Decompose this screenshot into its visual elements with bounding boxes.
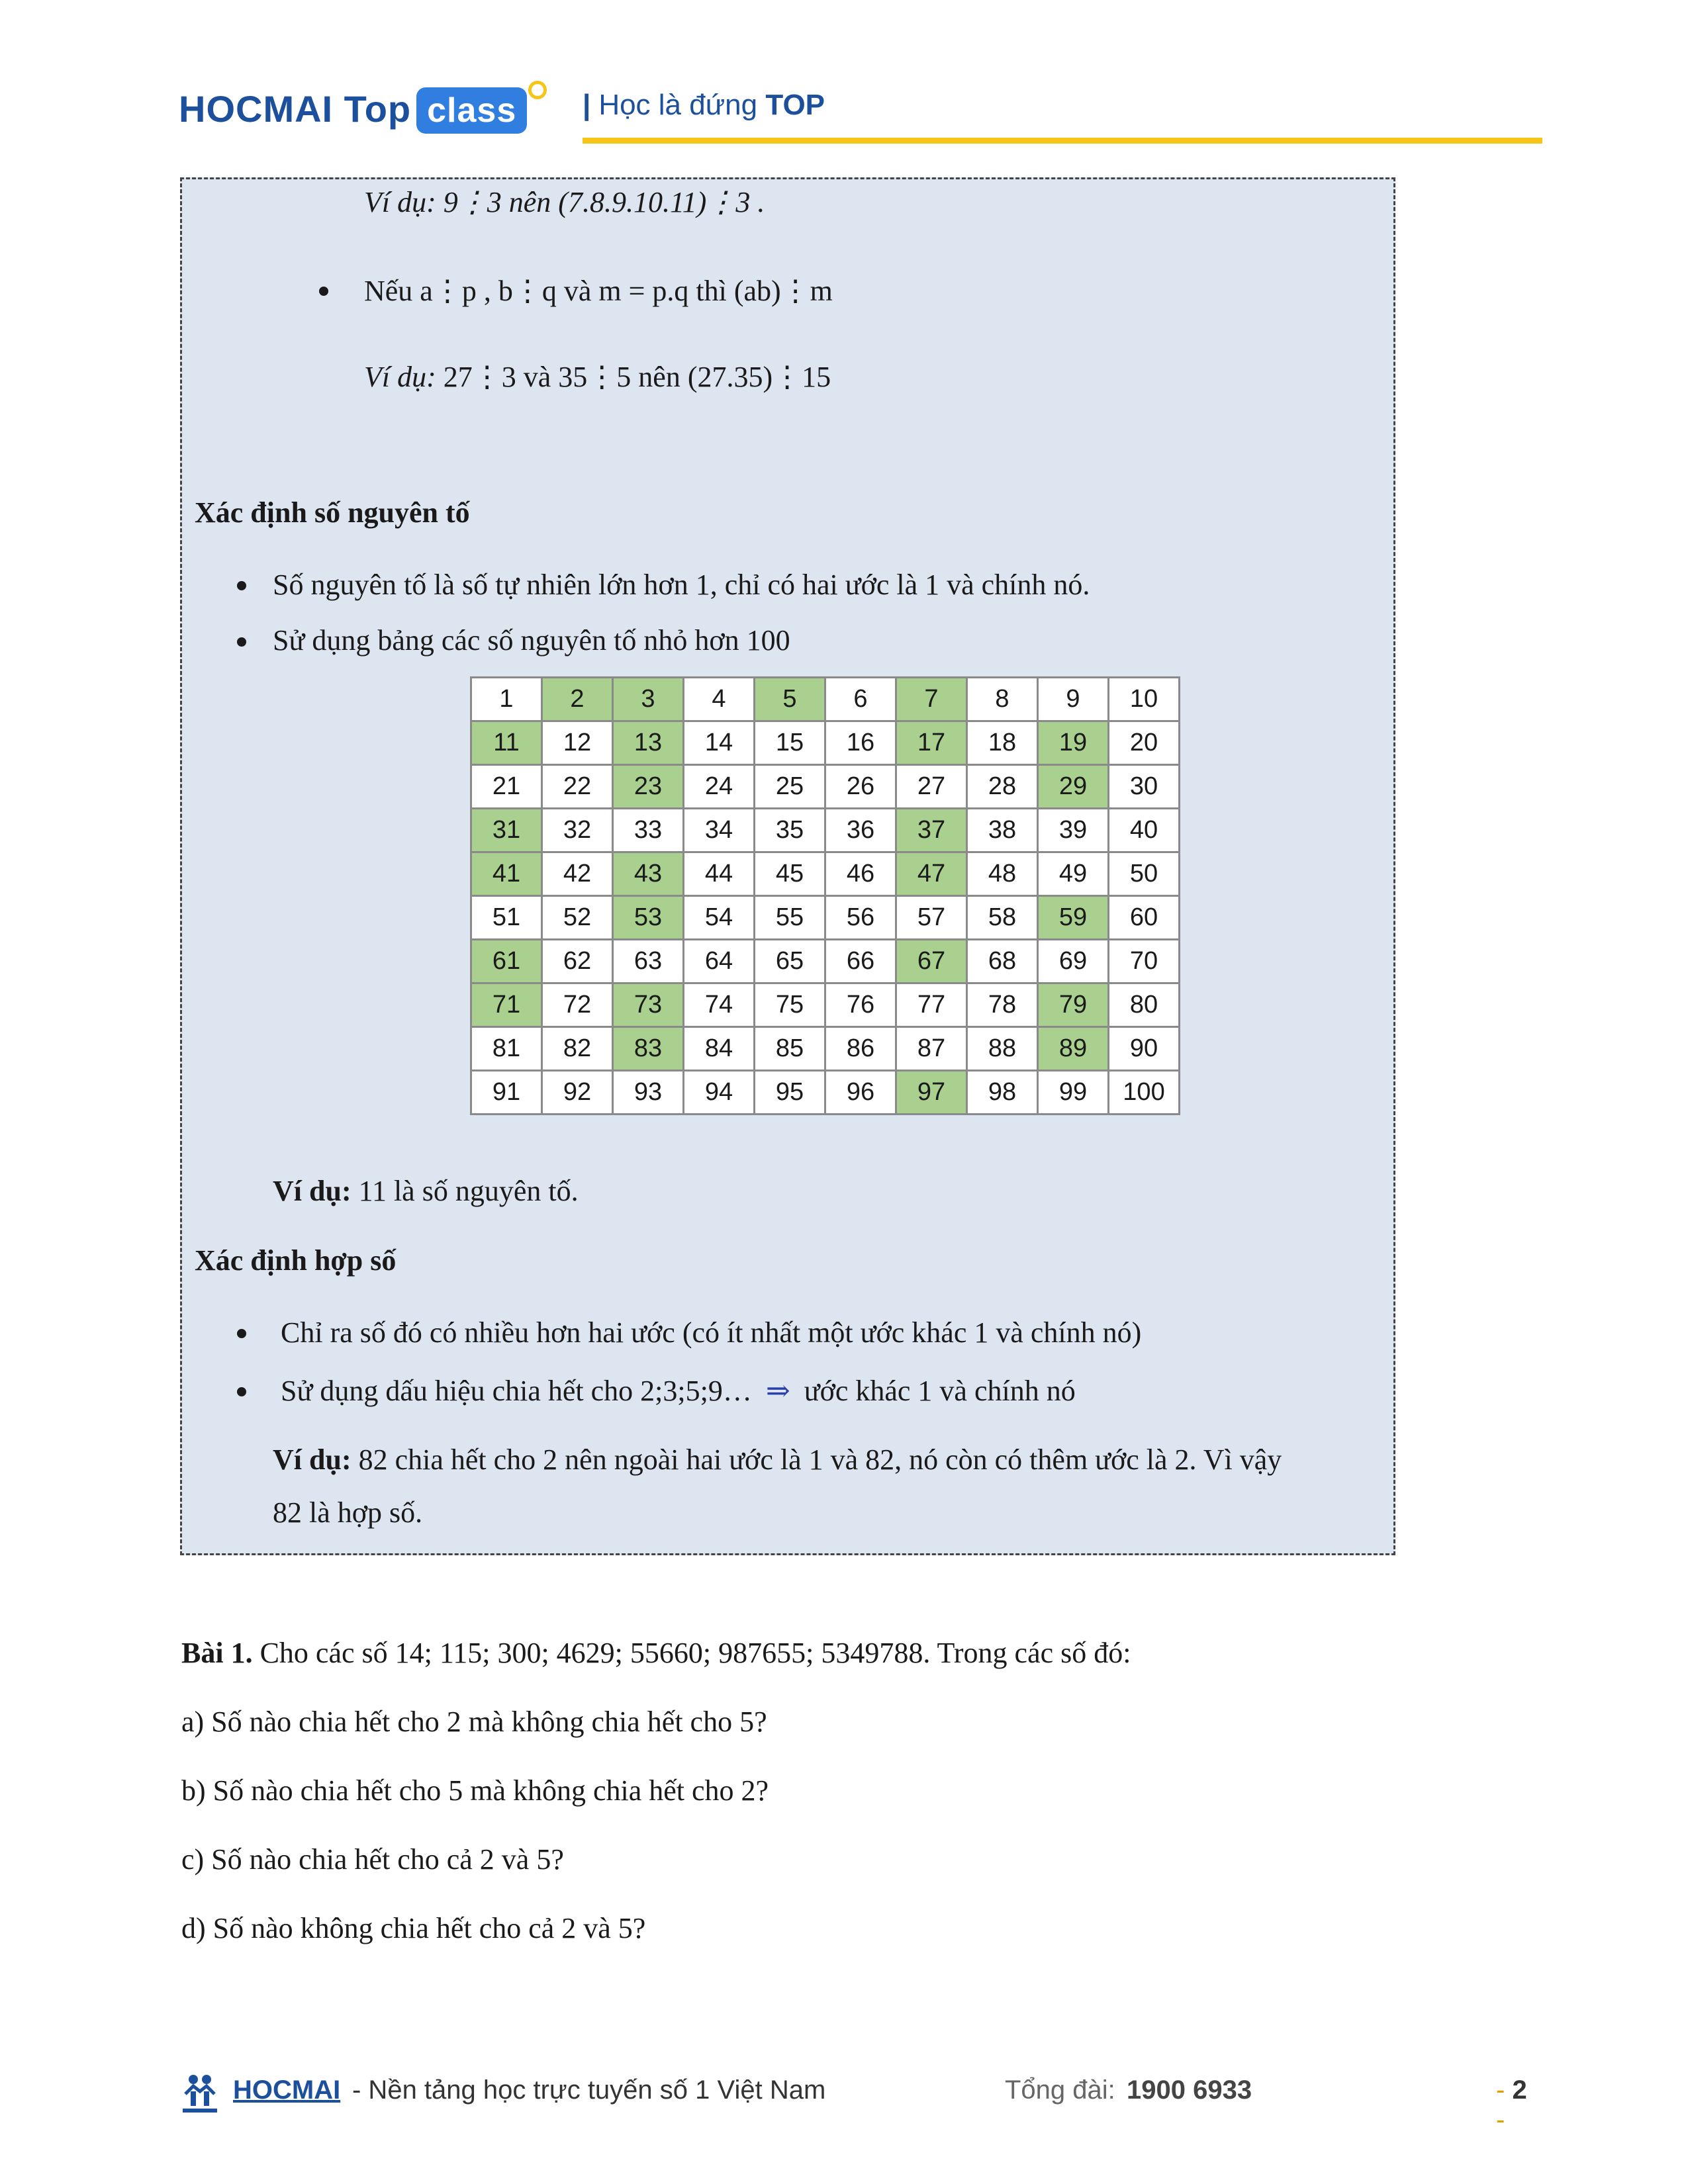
prime-table-cell: 48 [967,852,1038,896]
prime-table-cell: 66 [825,940,896,983]
prime-table-cell: 24 [684,765,755,809]
prime-table-cell: 17 [896,721,967,765]
prime-table-row [471,896,1180,940]
prime-table-cell: 21 [471,765,542,809]
prime-table-cell: 90 [1109,1027,1180,1071]
prime-table-cell: 14 [684,721,755,765]
prime-table-cell: 87 [896,1027,967,1071]
prime-table-cell: 40 [1109,809,1180,852]
prime-table-cell: 16 [825,721,896,765]
hocmai-topclass-logo [179,87,527,134]
prime-table-cell: 91 [471,1071,542,1115]
prime-table-cell: 72 [542,983,613,1027]
prime-table-cell: 97 [896,1071,967,1115]
logo-class-badge: class [416,87,527,134]
hocmai-people-icon [179,2071,221,2114]
prime-table-cell: 94 [684,1071,755,1115]
example-1-text: 9⋮3 nên (7.8.9.10.11)⋮3 . [443,186,765,218]
footer-brand-link[interactable]: HOCMAI [233,2075,341,2105]
prime-table-cell: 85 [755,1027,825,1071]
prime-table-cell: 73 [613,983,684,1027]
prime-table-cell: 30 [1109,765,1180,809]
prime-table-cell: 1 [471,678,542,721]
logo-top-text: Top [344,88,412,130]
prime-table-cell: 63 [613,940,684,983]
prime-table-cell: 25 [755,765,825,809]
prime-table-cell: 43 [613,852,684,896]
header-underline [583,138,1542,144]
prime-table-cell: 3 [613,678,684,721]
logo-sun-icon [528,81,547,99]
prime-table-row [471,983,1180,1027]
prime-table-cell: 55 [755,896,825,940]
prime-table-cell: 58 [967,896,1038,940]
exercise-intro [181,1633,1131,1673]
prime-table-row [471,678,1180,721]
prime-table-cell: 46 [825,852,896,896]
prime-table-hint: Sử dụng bảng các số nguyên tố nhỏ hơn 100 [273,624,790,657]
prime-table-cell: 31 [471,809,542,852]
prime-table-cell: 12 [542,721,613,765]
tagline-separator: | [583,89,591,121]
prime-table-cell: 11 [471,721,542,765]
prime-table-cell: 60 [1109,896,1180,940]
composite-rule-2 [281,1371,1076,1411]
prime-table-cell: 83 [613,1027,684,1071]
exercise-title: Bài 1. [181,1637,253,1669]
prime-table-cell: 26 [825,765,896,809]
prime-table-cell: 89 [1038,1027,1109,1071]
prime-table-row [471,809,1180,852]
prime-table-cell: 20 [1109,721,1180,765]
prime-table-cell: 77 [896,983,967,1027]
prime-table-cell: 79 [1038,983,1109,1027]
tagline-bold: TOP [765,89,825,121]
exercise-part-c: c) Số nào chia hết cho cả 2 và 5? [181,1843,564,1876]
footer-hotline-number: 1900 6933 [1127,2075,1252,2105]
prime-table-cell: 54 [684,896,755,940]
example-2-text: 27⋮3 và 35⋮5 nên (27.35)⋮15 [443,361,831,393]
footer-hotline-label: Tổng đài: [1005,2075,1115,2105]
logo-main-text: HOCMAI [179,88,334,130]
prime-table-cell: 74 [684,983,755,1027]
example-1 [364,183,765,222]
prime-table-cell: 10 [1109,678,1180,721]
prime-table-cell: 75 [755,983,825,1027]
prime-table-cell: 95 [755,1071,825,1115]
prime-table-cell: 59 [1038,896,1109,940]
prime-table-cell: 88 [967,1027,1038,1071]
composite-example-text-1: 82 chia hết cho 2 nên ngoài hai ước là 1 và 82, nó còn có thêm ước là 2. Vì vậy [358,1443,1282,1476]
prime-table-cell: 8 [967,678,1038,721]
prime-table-cell: 27 [896,765,967,809]
prime-table-cell: 67 [896,940,967,983]
prime-table-cell: 23 [613,765,684,809]
bullet-icon [237,637,246,647]
page-number-value: 2 [1512,2075,1527,2105]
prime-table-cell: 42 [542,852,613,896]
prime-example [273,1171,579,1211]
bullet-icon [319,287,328,296]
composite-example-label: Ví dụ: [273,1443,352,1476]
prime-table-cell: 2 [542,678,613,721]
prime-table-cell: 44 [684,852,755,896]
prime-table-row [471,765,1180,809]
prime-table-cell: 52 [542,896,613,940]
prime-table-row [471,940,1180,983]
prime-table-cell: 61 [471,940,542,983]
prime-table-cell: 57 [896,896,967,940]
prime-table-cell: 45 [755,852,825,896]
exercise-part-d: d) Số nào không chia hết cho cả 2 và 5? [181,1912,646,1944]
prime-table-cell: 96 [825,1071,896,1115]
prime-table-cell: 98 [967,1071,1038,1115]
page-number-prefix: - [1496,2075,1505,2105]
bullet-icon [237,1329,246,1338]
example-2 [364,357,831,397]
prime-table-cell: 4 [684,678,755,721]
prime-table-cell: 22 [542,765,613,809]
prime-table-cell: 7 [896,678,967,721]
prime-table-cell: 65 [755,940,825,983]
prime-table-cell: 5 [755,678,825,721]
prime-table-cell: 78 [967,983,1038,1027]
prime-table-row [471,852,1180,896]
prime-table-cell: 70 [1109,940,1180,983]
composite-rule-1: Chỉ ra số đó có nhiều hơn hai ước (có ít nhất một ước khác 1 và chính nó) [281,1316,1142,1349]
composite-heading: Xác định hợp số [195,1244,397,1277]
page-footer [179,2071,1542,2134]
prime-table-cell: 32 [542,809,613,852]
prime-table-cell: 93 [613,1071,684,1115]
composite-rule-2-text-a: Sử dụng dấu hiệu chia hết cho 2;3;5;9… [281,1375,752,1407]
prime-table-cell: 29 [1038,765,1109,809]
header-tagline [583,89,825,122]
prime-table-cell: 35 [755,809,825,852]
exercise-part-b: b) Số nào chia hết cho 5 mà không chia hết cho 2? [181,1774,769,1807]
prime-table-cell: 92 [542,1071,613,1115]
bullet-icon [237,581,246,590]
prime-table-cell: 68 [967,940,1038,983]
prime-table-row [471,1071,1180,1115]
composite-example-text-2: 82 là hợp số. [273,1496,423,1529]
prime-table-cell: 33 [613,809,684,852]
prime-example-text: 11 là số nguyên tố. [358,1175,579,1207]
prime-table-cell: 62 [542,940,613,983]
prime-table-cell: 13 [613,721,684,765]
prime-table-cell: 41 [471,852,542,896]
prime-table-cell: 51 [471,896,542,940]
exercise-intro-text: Cho các số 14; 115; 300; 4629; 55660; 987655; 5349788. Trong các số đó: [259,1637,1131,1669]
prime-definition: Số nguyên tố là số tự nhiên lớn hơn 1, chỉ có hai ước là 1 và chính nó. [273,569,1090,601]
prime-table-cell: 53 [613,896,684,940]
page-number [1496,2075,1542,2135]
prime-table-cell: 38 [967,809,1038,852]
example-1-label: Ví dụ: [364,186,436,218]
prime-table-cell: 100 [1109,1071,1180,1115]
prime-table-cell: 86 [825,1027,896,1071]
footer-slogan: - Nền tảng học trực tuyến số 1 Việt Nam [352,2075,826,2105]
prime-table-cell: 76 [825,983,896,1027]
prime-table-row [471,1027,1180,1071]
prime-table-cell: 84 [684,1027,755,1071]
prime-table-cell: 49 [1038,852,1109,896]
prime-example-label: Ví dụ: [273,1175,352,1207]
prime-table-cell: 56 [825,896,896,940]
example-2-label: Ví dụ: [364,361,436,393]
page-number-suffix: - [1496,2105,1505,2134]
prime-table-row [471,721,1180,765]
prime-table-cell: 82 [542,1027,613,1071]
exercise-part-a: a) Số nào chia hết cho 2 mà không chia hết cho 5? [181,1706,767,1738]
prime-table-cell: 69 [1038,940,1109,983]
prime-table-cell: 80 [1109,983,1180,1027]
prime-table-cell: 39 [1038,809,1109,852]
prime-table-cell: 18 [967,721,1038,765]
prime-table-cell: 99 [1038,1071,1109,1115]
prime-table-cell: 47 [896,852,967,896]
prime-table-cell: 6 [825,678,896,721]
prime-table-cell: 64 [684,940,755,983]
prime-table-cell: 37 [896,809,967,852]
implies-arrow-icon: ⇒ [765,1375,790,1407]
prime-table-cell: 81 [471,1027,542,1071]
prime-table-cell: 9 [1038,678,1109,721]
tagline-text: Học là đứng [598,89,758,121]
prime-table-cell: 28 [967,765,1038,809]
bullet-icon [237,1387,246,1396]
page-header [179,73,1542,152]
composite-example-line-1 [273,1440,1282,1480]
rule-product-divisibility: Nếu a⋮p , b⋮q và m = p.q thì (ab)⋮m [364,275,833,307]
prime-table-cell: 71 [471,983,542,1027]
prime-table-cell: 36 [825,809,896,852]
prime-table [470,676,1180,1115]
prime-table-cell: 50 [1109,852,1180,896]
composite-rule-2-text-b: ước khác 1 và chính nó [804,1375,1076,1407]
prime-heading: Xác định số nguyên tố [195,496,470,529]
prime-table-cell: 15 [755,721,825,765]
prime-table-cell: 34 [684,809,755,852]
prime-table-cell: 19 [1038,721,1109,765]
